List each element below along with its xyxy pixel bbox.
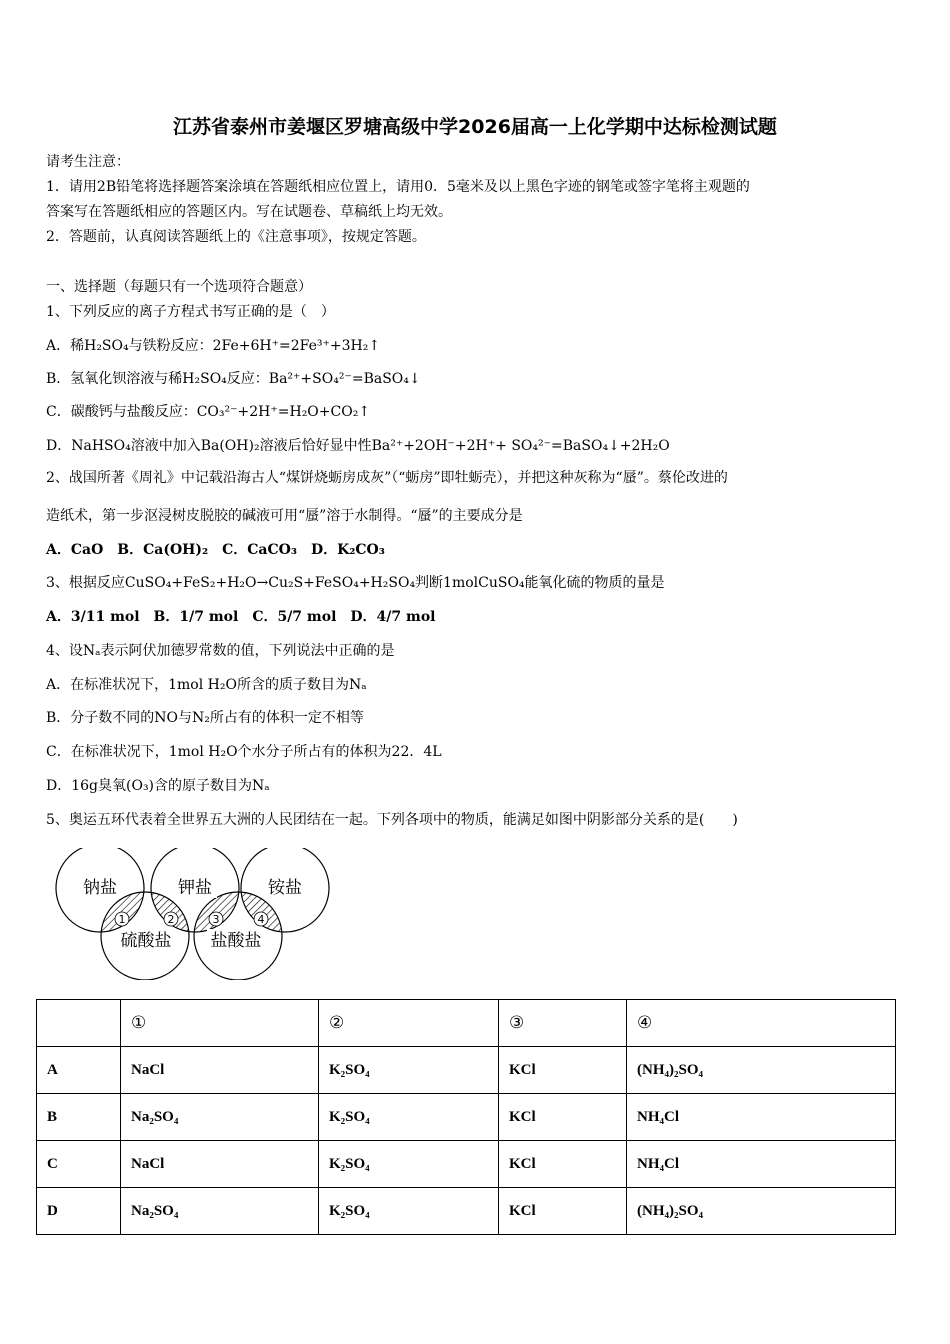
region-number-1: 1: [118, 913, 126, 926]
q2-options: A．CaO B．Ca(OH)₂ C．CaCO₃ D．K₂CO₃: [46, 542, 385, 558]
notice-heading: 请考生注意：: [46, 154, 130, 170]
q2-stem-line1: 2、战国所著《周礼》中记载沿海古人“煤饼烧蛎房成灰”（“蛎房”即牡蛎壳），并把这种灰称为“蜃”。蔡伦改进的: [46, 470, 728, 486]
q4-option-d: D．16g臭氧(O₃)含的原子数目为Nₐ: [46, 778, 270, 794]
table-cell: KCl: [499, 1188, 627, 1235]
table-cell: KCl: [499, 1047, 627, 1094]
table-cell: (NH₄)₂SO₄: [627, 1047, 896, 1094]
table-cell: K₂SO₄: [319, 1047, 499, 1094]
table-cell: NaCl: [121, 1141, 319, 1188]
label-ammonium-salt: 铵盐: [268, 878, 302, 898]
q1-option-d: D．NaHSO₄溶液中加入Ba(OH)₂溶液后恰好显中性Ba²⁺+2OH⁻+2H⁺+ SO₄²⁻=BaSO₄↓+2H₂O: [46, 438, 670, 454]
options-table: [36, 999, 896, 1235]
label-sodium-salt: 钠盐: [83, 878, 117, 898]
table-cell: KCl: [499, 1094, 627, 1141]
q5-stem: 5、奥运五环代表着全世界五大洲的人民团结在一起。下列各项中的物质，能满足如图中阴影部分关系的是( ): [46, 812, 738, 828]
table-row: [37, 1094, 896, 1141]
q1-option-b: B．氢氧化钡溶液与稀H₂SO₄反应：Ba²⁺+SO₄²⁻=BaSO₄↓: [46, 371, 421, 387]
table-cell: NH₄Cl: [627, 1094, 896, 1141]
q1-option-a: A．稀H₂SO₄与铁粉反应：2Fe+6H⁺=2Fe³⁺+3H₂↑: [46, 338, 381, 354]
q4-stem: 4、设Nₐ表示阿伏加德罗常数的值，下列说法中正确的是: [46, 643, 395, 659]
table-row: [37, 1188, 896, 1235]
label-potassium-salt: 钾盐: [178, 878, 212, 898]
table-cell: Na₂SO₄: [121, 1188, 319, 1235]
label-chloride: 盐酸盐: [210, 931, 262, 951]
table-cell: D: [37, 1188, 121, 1235]
table-row: [37, 1047, 896, 1094]
region-number-2: 2: [167, 913, 175, 926]
olympic-rings-diagram: [50, 848, 340, 980]
q2-stem-line2: 造纸术，第一步沤浸树皮脱胶的碱液可用“蜃”溶于水制得。“蜃”的主要成分是: [46, 508, 523, 524]
page-title: 江苏省泰州市姜堰区罗塘高级中学2026届高一上化学期中达标检测试题: [173, 116, 777, 138]
q3-stem: 3、根据反应CuSO₄+FeS₂+H₂O→Cu₂S+FeSO₄+H₂SO₄判断1molCuSO₄能氧化硫的物质的量是: [46, 575, 665, 591]
region-number-4: 4: [257, 913, 265, 926]
table-cell: K₂SO₄: [319, 1094, 499, 1141]
section-heading: 一、选择题（每题只有一个选项符合题意）: [46, 279, 312, 295]
q1-option-c: C．碳酸钙与盐酸反应：CO₃²⁻+2H⁺=H₂O+CO₂↑: [46, 404, 371, 420]
q4-option-a: A．在标准状况下，1mol H₂O所含的质子数目为Nₐ: [46, 677, 367, 693]
q3-options: A．3/11 mol B．1/7 mol C．5/7 mol D．4/7 mol: [46, 609, 436, 625]
table-header-cell: ②: [319, 1000, 499, 1047]
table-cell: K₂SO₄: [319, 1188, 499, 1235]
table-cell: NH₄Cl: [627, 1141, 896, 1188]
table-header-row: [37, 1000, 896, 1047]
table-header-cell: [37, 1000, 121, 1047]
table-cell: C: [37, 1141, 121, 1188]
q4-option-b: B．分子数不同的NO与N₂所占有的体积一定不相等: [46, 710, 364, 726]
table-header-cell: ③: [499, 1000, 627, 1047]
table-row: [37, 1141, 896, 1188]
q1-stem: 1、下列反应的离子方程式书写正确的是（ ）: [46, 304, 335, 320]
table-header-cell: ①: [121, 1000, 319, 1047]
q4-option-c: C．在标准状况下，1mol H₂O个水分子所占有的体积为22．4L: [46, 744, 442, 760]
table-cell: NaCl: [121, 1047, 319, 1094]
table-cell: (NH₄)₂SO₄: [627, 1188, 896, 1235]
table-cell: A: [37, 1047, 121, 1094]
notice-item1-line2: 答案写在答题纸相应的答题区内。写在试题卷、草稿纸上均无效。: [46, 204, 452, 220]
region-number-3: 3: [212, 913, 220, 926]
notice-item2: 2．答题前，认真阅读答题纸上的《注意事项》，按规定答题。: [46, 229, 426, 245]
notice-item1-line1: 1．请用2B铅笔将选择题答案涂填在答题纸相应位置上，请用0．5毫米及以上黑色字迹的钢笔或签字笔将主观题的: [46, 179, 750, 195]
table-cell: B: [37, 1094, 121, 1141]
table-cell: K₂SO₄: [319, 1141, 499, 1188]
table-cell: KCl: [499, 1141, 627, 1188]
label-sulfate: 硫酸盐: [120, 931, 172, 951]
table-header-cell: ④: [627, 1000, 896, 1047]
table-cell: Na₂SO₄: [121, 1094, 319, 1141]
